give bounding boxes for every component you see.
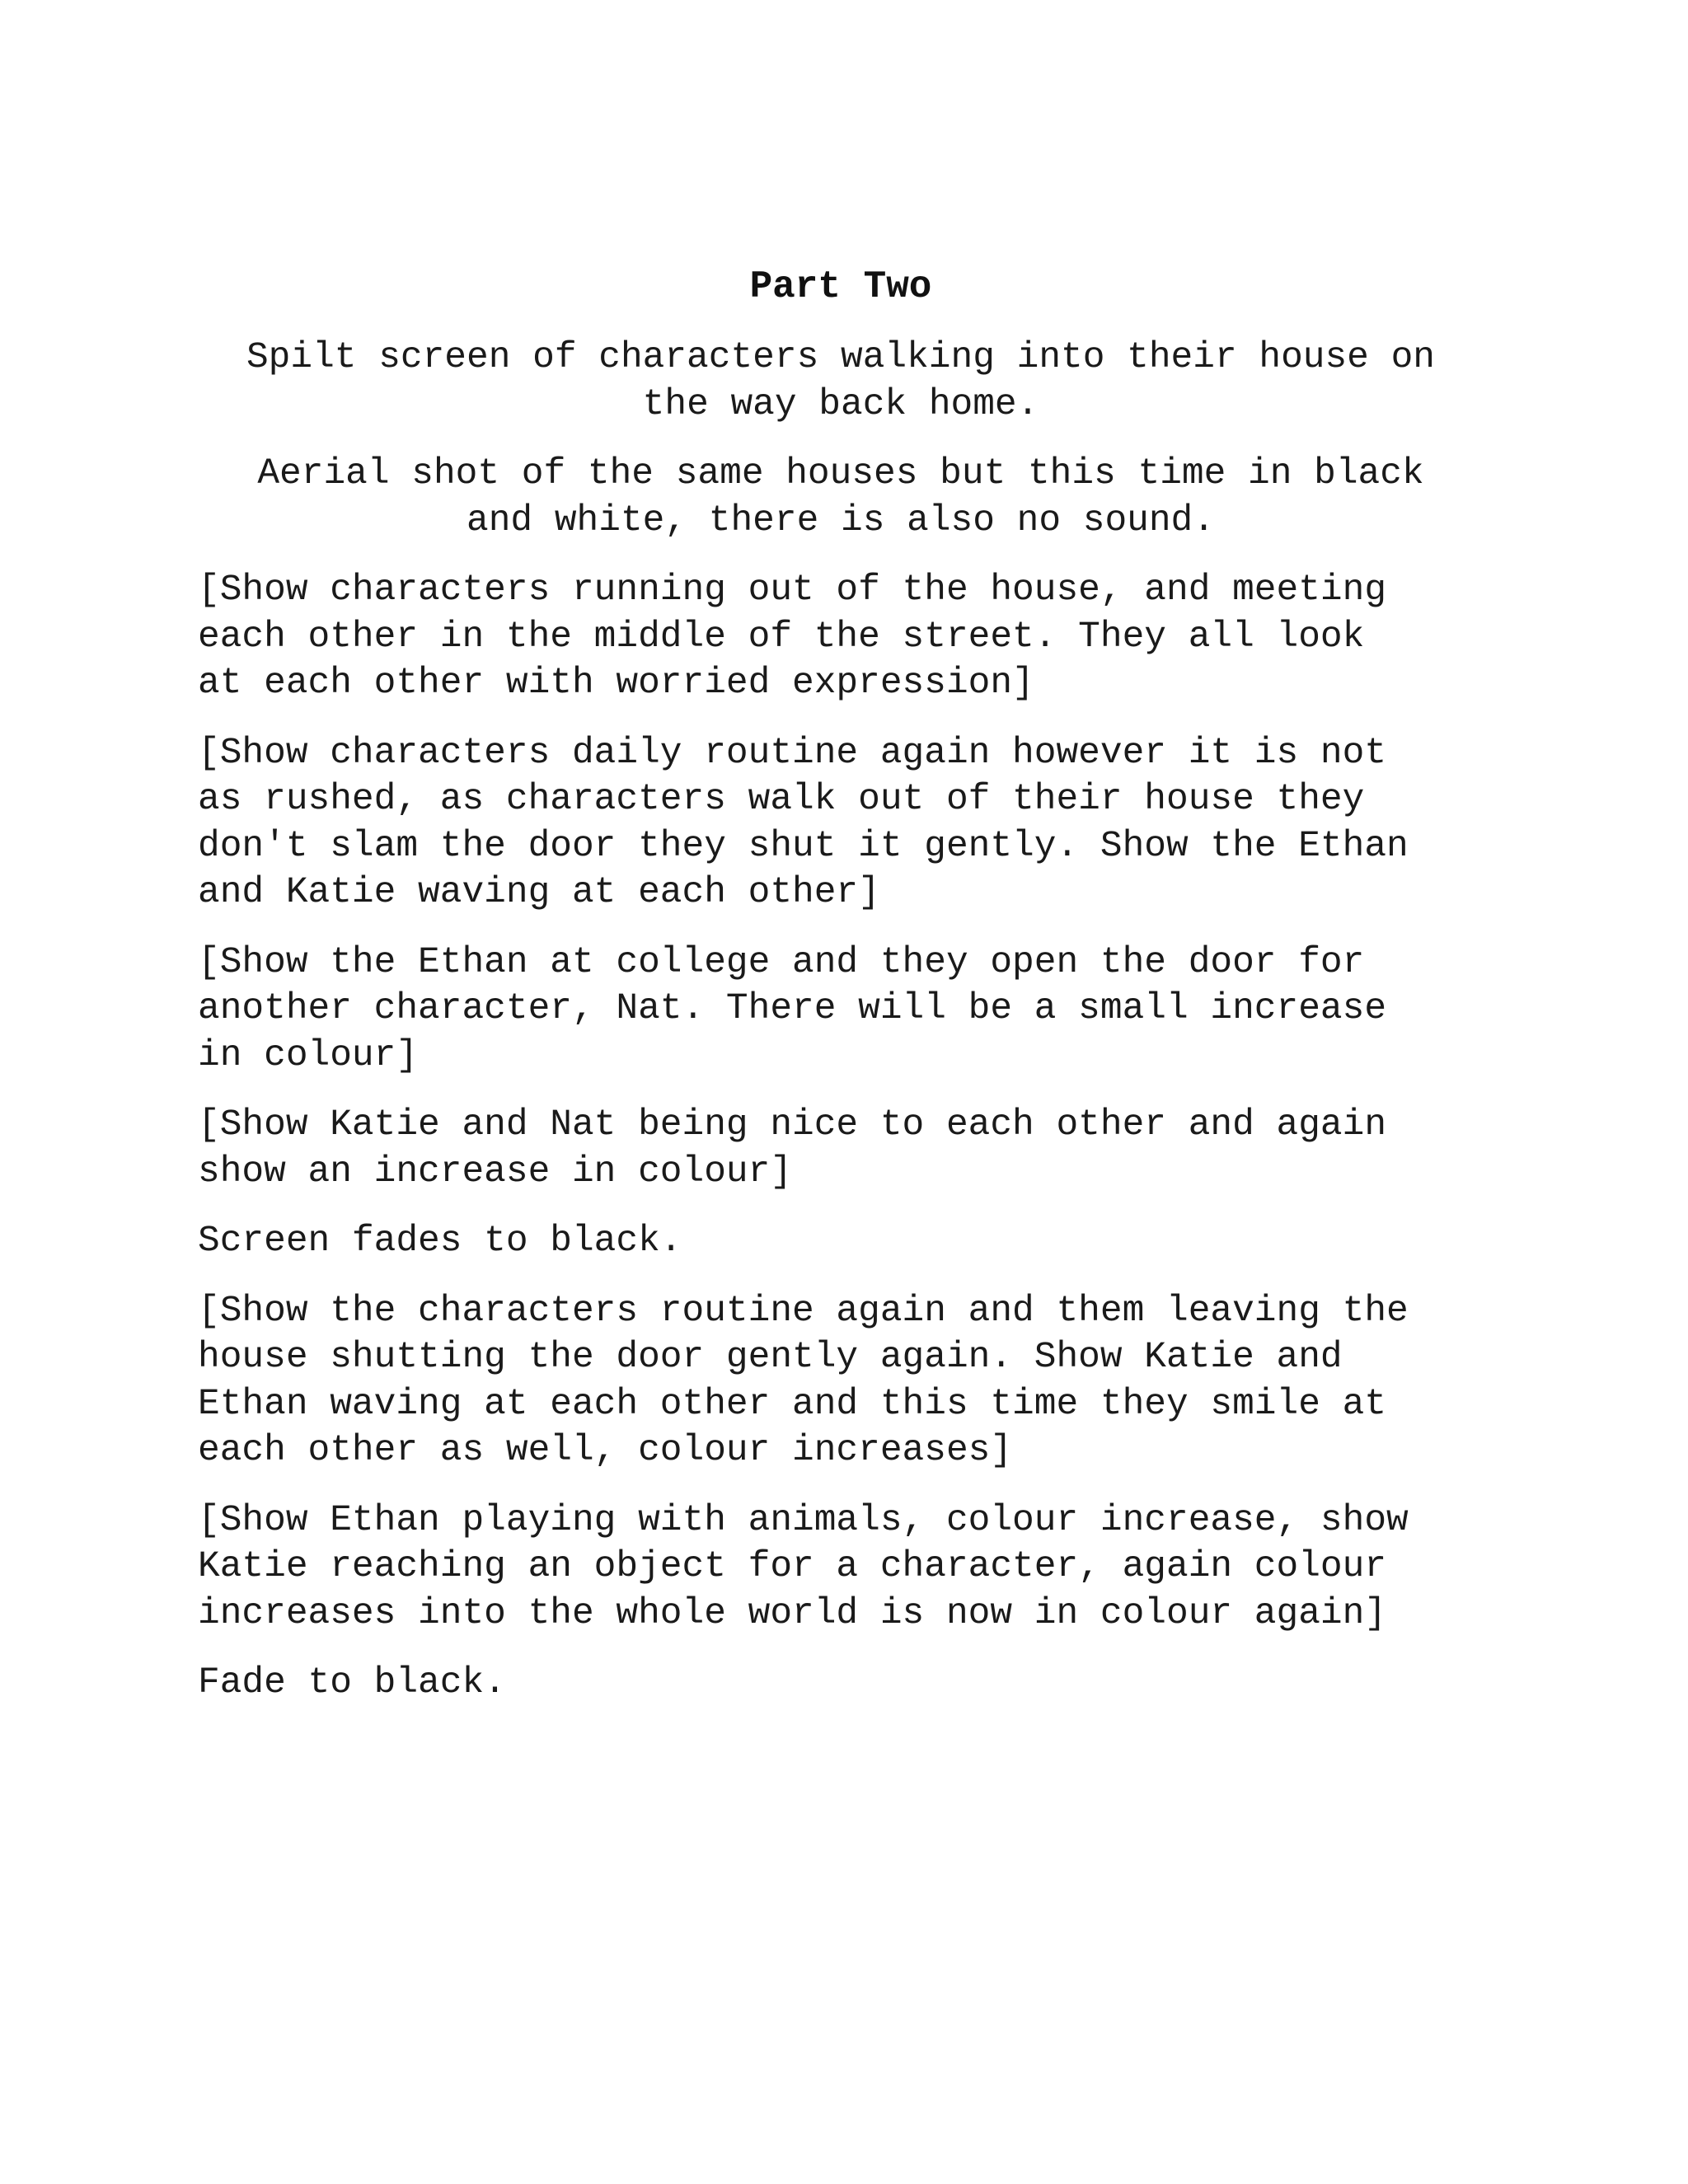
paragraph-daily-routine: [Show characters daily routine again however it is not as rushed, as characters walk out of their house they don't slam the door they shut it gently. Show the Ethan and Katie waving at each other] xyxy=(198,732,1409,913)
paragraph-screen-fades: Screen fades to black. xyxy=(198,1221,682,1262)
paragraph-characters-running: [Show characters running out of the house, and meeting each other in the middle of the street. They all look at each other with worried expression] xyxy=(198,569,1387,704)
paragraph-split-screen: Spilt screen of characters walking into their house on the way back home. xyxy=(246,337,1436,425)
paragraph-katie-nat: [Show Katie and Nat being nice to each other and again show an increase in colour] xyxy=(198,1104,1387,1193)
paragraph-aerial-shot: Aerial shot of the same houses but this time in black and white, there is also no sound. xyxy=(257,453,1424,541)
page-title: Part Two xyxy=(749,265,932,308)
paragraph-ethan-college: [Show the Ethan at college and they open the door for another character, Nat. There will be a small increase in colour] xyxy=(198,941,1387,1076)
paragraph-ethan-animals: [Show Ethan playing with animals, colour increase, show Katie reaching an object for a character, again colour increases into the whole world is now in colour again] xyxy=(198,1499,1409,1634)
paragraph-fade-to-black: Fade to black. xyxy=(198,1662,506,1704)
script-body xyxy=(198,262,1484,1730)
paragraph-routine-again: [Show the characters routine again and them leaving the house shutting the door gently again. Show Katie and Ethan waving at each other and this time they smile at each other as well, colour increases] xyxy=(198,1290,1409,1471)
